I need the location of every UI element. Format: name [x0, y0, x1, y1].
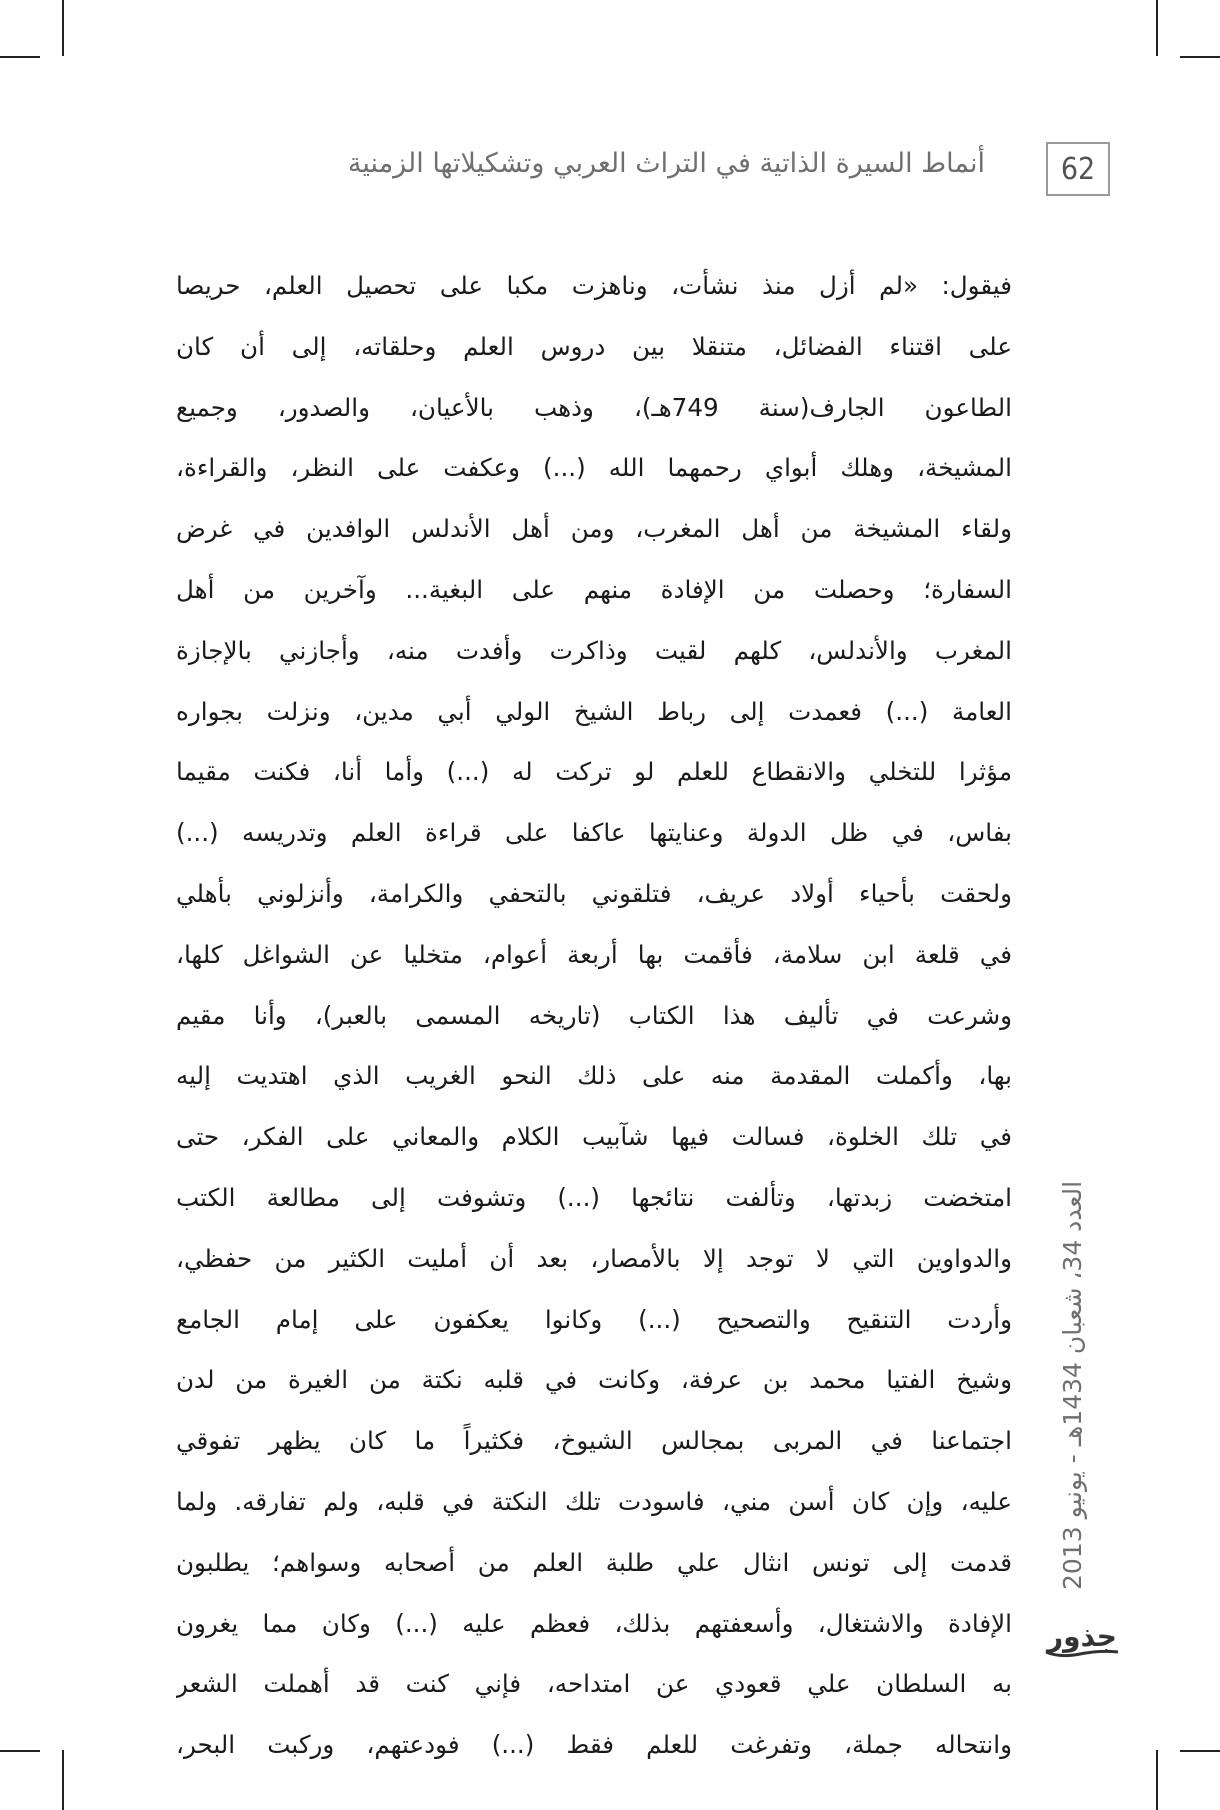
body-line: على اقتناء الفضائل، متنقلا بين دروس العلم وحلقاته، إلى أن كان [176, 331, 1012, 361]
body-line: ولقاء المشيخة من أهل المغرب، ومن أهل الأندلس الوافدين في غرض [176, 514, 1012, 544]
body-line: في قلعة ابن سلامة، فأقمت بها أربعة أعوام، متخليا عن الشواغل كلها، [176, 939, 1012, 969]
body-line: الطاعون الجارف(سنة 749هـ)، وذهب بالأعيان، والصدور، وجميع [176, 392, 1012, 422]
body-line: الإفادة والاشتغال، وأسعفتهم بذلك، فعظم عليه (...) وكان مما يغرون [176, 1608, 1012, 1638]
body-line: عليه، وإن كان أسن مني، فاسودت تلك النكتة في قلبه، ولم تفارقه. ولما [176, 1486, 1012, 1516]
body-line: اجتماعنا في المربى بمجالس الشيوخ، فكثيراً ما كان يظهر تفوقي [176, 1426, 1012, 1456]
body-line: فيقول: «لم أزل منذ نشأت، وناهزت مكبا على تحصيل العلم، حريصا [176, 271, 1012, 300]
crop-mark-bottom-right-h [1180, 1750, 1220, 1752]
body-line: بفاس، في ظل الدولة وعنايتها عاكفا على قراءة العلم وتدريسه (...) [176, 818, 1012, 848]
body-line: السفارة؛ وحصلت من الإفادة منهم على البغية... وآخرين من أهل [176, 574, 1012, 604]
body-line: بها، وأكملت المقدمة منه على ذلك النحو الغريب الذي اهتديت إليه [176, 1061, 1012, 1091]
body-line: امتخضت زبدتها، وتألفت نتائجها (...) وتشوفت إلى مطالعة الكتب [176, 1182, 1012, 1212]
body-line: وانتحاله جملة، وتفرغت للعلم فقط (...) فودعتهم، وركبت البحر، [176, 1730, 1012, 1760]
body-line: المغرب والأندلس، كلهم لقيت وذاكرت وأفدت منه، وأجازني بالإجازة [176, 635, 1012, 665]
body-line: والدواوين التي لا توجد إلا بالأمصار، بعد أن أمليت الكثير من حفظي، [176, 1243, 1012, 1273]
body-line: في تلك الخلوة، فسالت فيها شآبيب الكلام والمعاني على الفكر، حتى [176, 1122, 1012, 1152]
page-number: 62 [1046, 142, 1110, 196]
crop-mark-top-right-h [1180, 56, 1220, 58]
crop-mark-top-left-h [0, 56, 40, 58]
body-line: قدمت إلى تونس انثال علي طلبة العلم من أصحابه وسواهم؛ يطلبون [176, 1547, 1012, 1577]
body-line: به السلطان علي قعودي عن امتداحه، فإني كنت قد أهملت الشعر [176, 1669, 1012, 1699]
body-line: وشرعت في تأليف هذا الكتاب (تاريخه المسمى بالعبر)، وأنا مقيم [176, 1000, 1012, 1030]
crop-mark-top-right [1156, 0, 1158, 56]
body-line: العامة (...) فعمدت إلى رباط الشيخ الولي أبي مدين، ونزلت بجواره [176, 696, 1012, 726]
crop-mark-bottom-right [1156, 1750, 1158, 1810]
crop-mark-bottom-left [62, 1750, 64, 1810]
body-line: وشيخ الفتيا محمد بن عرفة، وكانت في قلبه نكتة من الغيرة من لدن [176, 1365, 1012, 1395]
issue-info: العدد 34، شعبان 1434هـ - يونيو 2013 [1058, 1180, 1087, 1590]
crop-mark-top-left [62, 0, 64, 56]
journal-logo-text: جذور [1047, 1620, 1117, 1653]
running-title: أنماط السيرة الذاتية في التراث العربي وتشكيلاتها الزمنية [347, 148, 985, 179]
body-line: مؤثرا للتخلي والانقطاع للعلم لو تركت له (...) وأما أنا، فكنت مقيما [176, 757, 1012, 787]
body-line: وأردت التنقيح والتصحيح (...) وكانوا يعكفون على إمام الجامع [176, 1304, 1012, 1334]
body-line: ولحقت بأحياء أولاد عريف، فتلقوني بالتحفي والكرامة، وأنزلوني بأهلي [176, 878, 1012, 908]
journal-logo [1040, 1612, 1124, 1662]
crop-mark-bottom-left-h [0, 1750, 40, 1752]
body-line: المشيخة، وهلك أبواي رحمهما الله (...) وعكفت على النظر، والقراءة، [176, 453, 1012, 483]
body-text [176, 256, 1012, 1776]
